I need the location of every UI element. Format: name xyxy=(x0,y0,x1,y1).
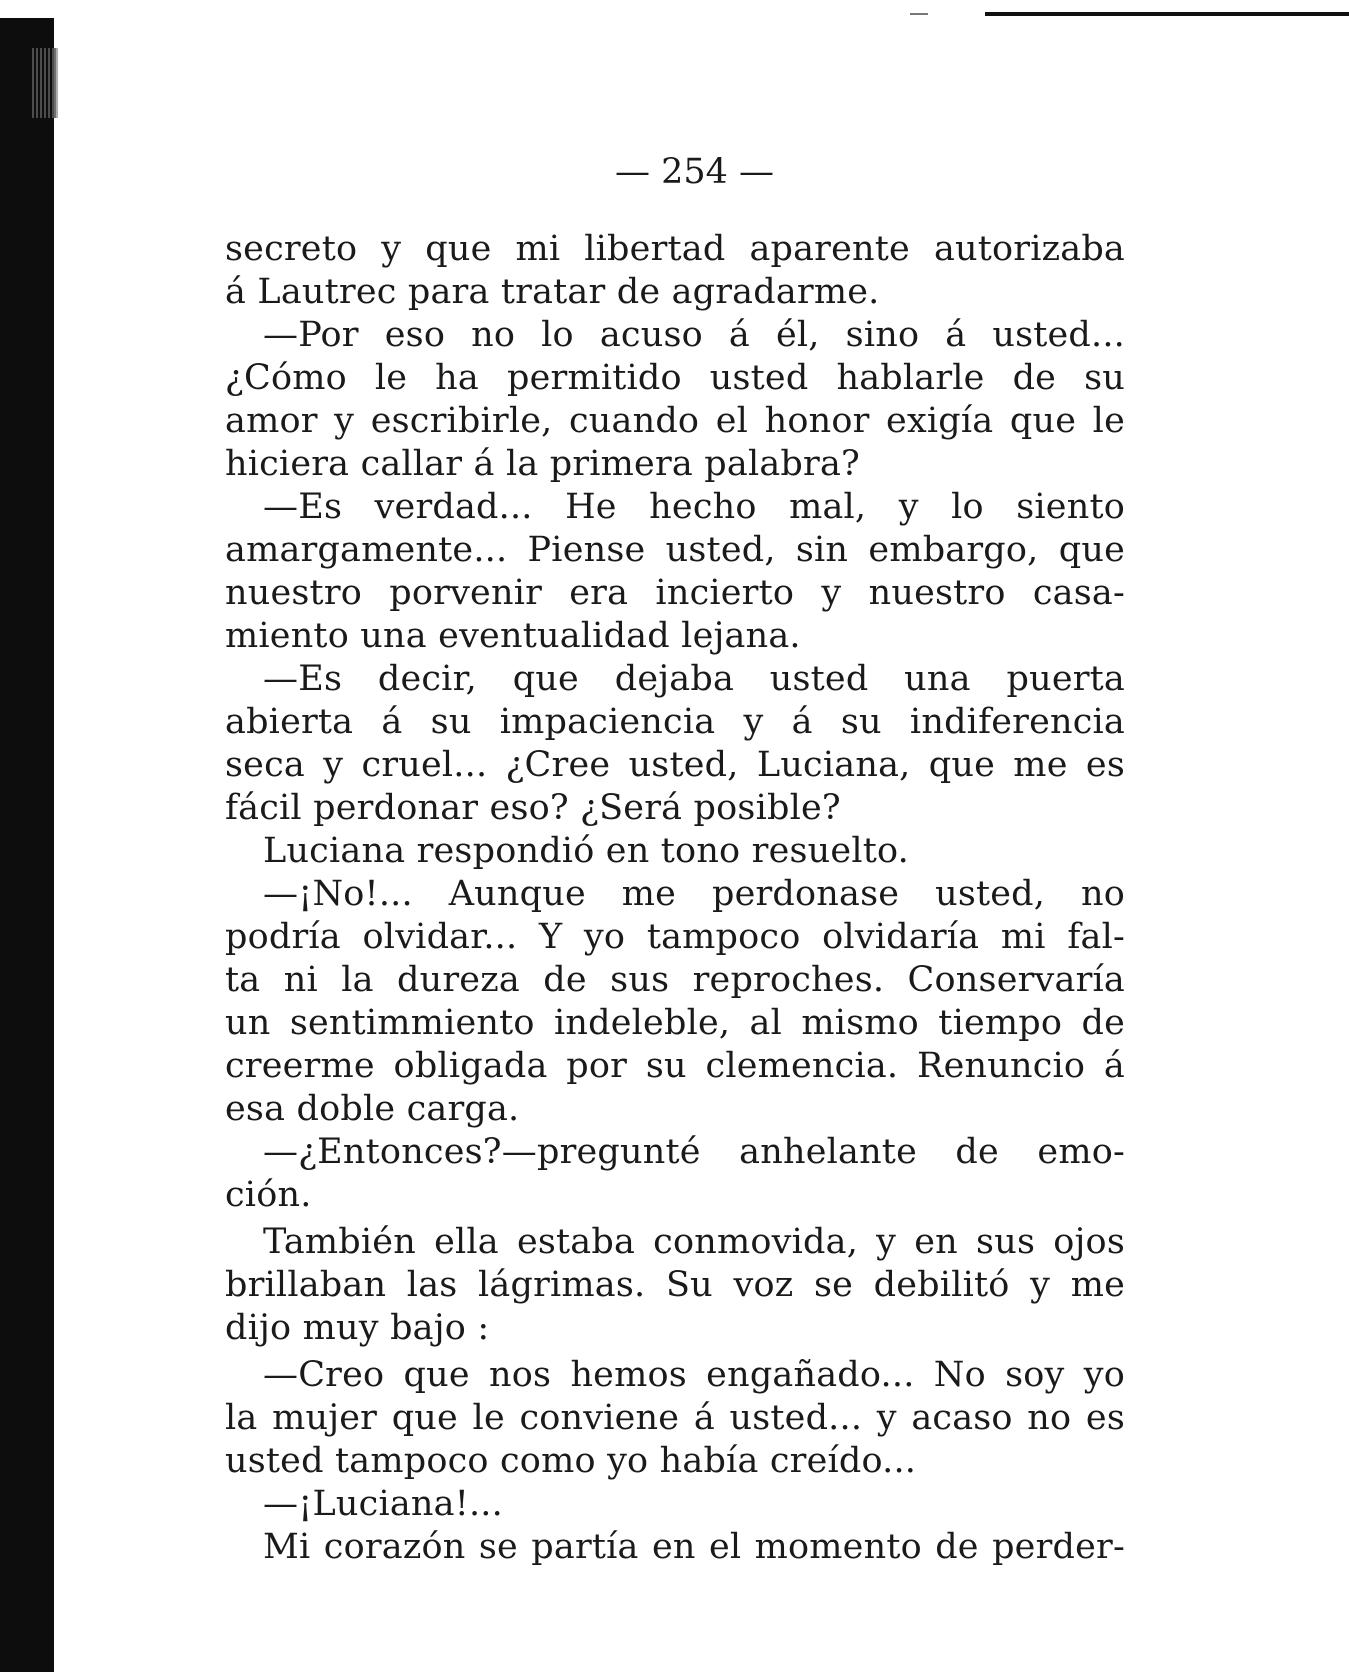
text-line: ¿Cómo le ha permitido usted hablarle de su xyxy=(225,358,1125,398)
top-rule xyxy=(985,12,1349,16)
text-line: secreto y que mi libertad aparente autorizaba xyxy=(225,229,1125,269)
text-line: Mi corazón se partía en el momento de perder- xyxy=(263,1527,1125,1567)
text-line: nuestro porvenir era incierto y nuestro casa- xyxy=(225,573,1125,613)
text-line: —Es verdad... He hecho mal, y lo siento xyxy=(263,487,1125,527)
text-line: —Creo que nos hemos engañado... No soy yo xyxy=(263,1355,1125,1395)
text-line: dijo muy bajo : xyxy=(225,1308,490,1348)
top-rule-mark xyxy=(910,13,928,15)
text-line: esa doble carga. xyxy=(225,1089,520,1129)
text-line: á Lautrec para tratar de agradarme. xyxy=(225,272,880,312)
text-line: creerme obligada por su clemencia. Renuncio á xyxy=(225,1046,1125,1086)
text-line: seca y cruel... ¿Cree usted, Luciana, que me es xyxy=(225,745,1125,785)
text-line: miento una eventualidad lejana. xyxy=(225,616,801,656)
scan-edge-texture xyxy=(30,48,58,118)
text-line: la mujer que le conviene á usted... y acaso no es xyxy=(225,1398,1125,1438)
text-line: —¿Entonces?—pregunté anhelante de emo- xyxy=(263,1132,1125,1172)
text-line: abierta á su impaciencia y á su indiferencia xyxy=(225,702,1125,742)
text-line: ción. xyxy=(225,1175,312,1215)
text-line: fácil perdonar eso? ¿Será posible? xyxy=(225,788,841,828)
text-line: podría olvidar... Y yo tampoco olvidaría mi fal- xyxy=(225,917,1125,957)
scan-dark-edge xyxy=(0,18,54,1672)
text-line: hiciera callar á la primera palabra? xyxy=(225,444,860,484)
text-line: Luciana respondió en tono resuelto. xyxy=(263,831,909,871)
text-line: ta ni la dureza de sus reproches. Conservaría xyxy=(225,960,1125,1000)
text-line: —Por eso no lo acuso á él, sino á usted... xyxy=(263,315,1125,355)
text-line: brillaban las lágrimas. Su voz se debilitó y me xyxy=(225,1265,1125,1305)
text-line: un sentimmiento indeleble, al mismo tiempo de xyxy=(225,1003,1125,1043)
text-line: usted tampoco como yo había creído... xyxy=(225,1441,917,1481)
page-number: — 254 — xyxy=(614,152,775,192)
text-line: También ella estaba conmovida, y en sus ojos xyxy=(263,1222,1125,1262)
text-line: amor y escribirle, cuando el honor exigía que le xyxy=(225,401,1125,441)
body-text xyxy=(225,228,1125,1569)
text-line: amargamente... Piense usted, sin embargo, que xyxy=(225,530,1125,570)
text-line: —¡No!... Aunque me perdonase usted, no xyxy=(263,874,1125,914)
text-line: —¡Luciana!... xyxy=(263,1484,503,1524)
text-line: —Es decir, que dejaba usted una puerta xyxy=(263,659,1125,699)
